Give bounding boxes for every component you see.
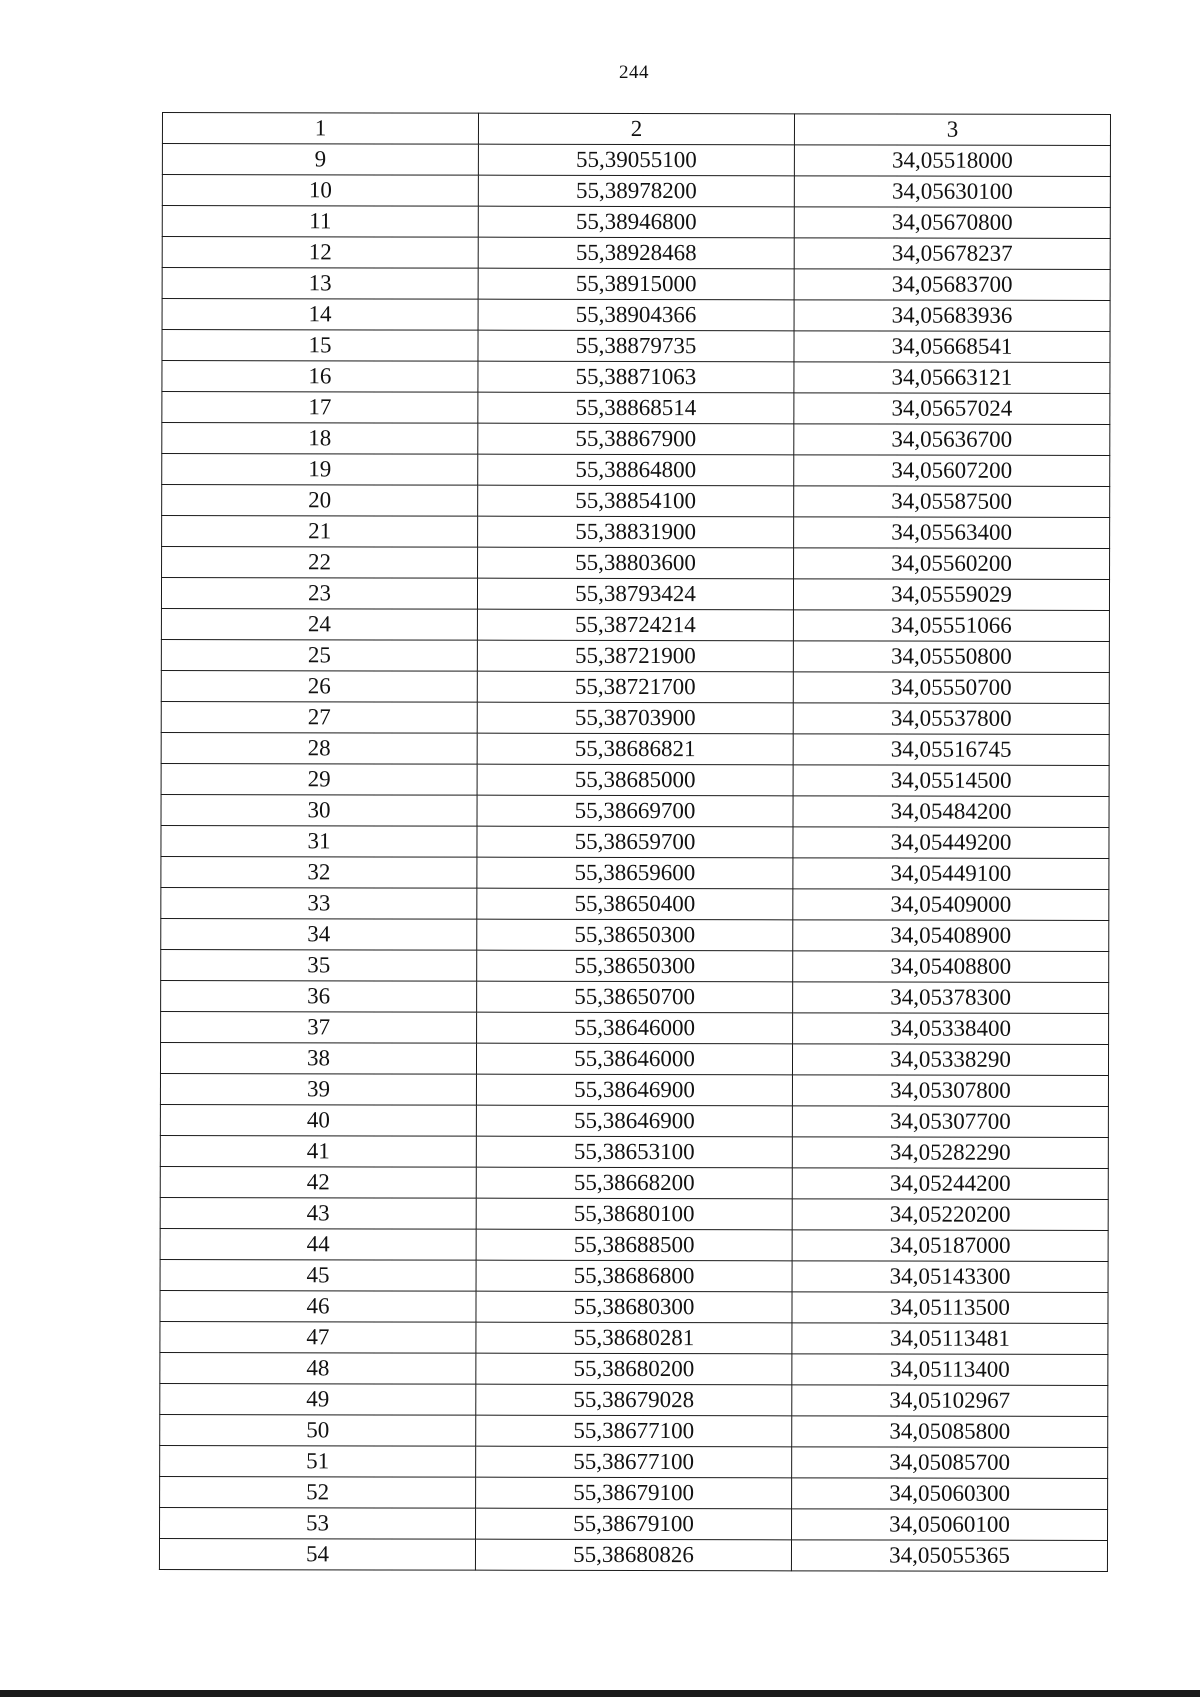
table-row — [161, 825, 1109, 858]
cell-coordinate-y: 34,05282290 — [792, 1137, 1108, 1169]
cell-coordinate-x: 55,38680281 — [476, 1322, 792, 1354]
cell-point-number: 52 — [160, 1476, 476, 1508]
page-number: 244 — [619, 62, 649, 83]
cell-coordinate-y: 34,05657024 — [794, 393, 1110, 425]
cell-coordinate-y: 34,05113400 — [792, 1354, 1108, 1386]
cell-coordinate-y: 34,05636700 — [794, 424, 1110, 456]
table-row — [162, 454, 1110, 487]
cell-coordinate-y: 34,05085700 — [792, 1447, 1108, 1479]
cell-point-number: 38 — [160, 1042, 476, 1074]
cell-coordinate-x: 55,38686800 — [476, 1260, 792, 1292]
cell-coordinate-y: 34,05449100 — [793, 858, 1109, 890]
cell-coordinate-y: 34,05409000 — [793, 889, 1109, 921]
cell-point-number: 27 — [161, 701, 477, 733]
cell-coordinate-x: 55,38803600 — [478, 547, 794, 579]
cell-coordinate-x: 55,38646900 — [476, 1074, 792, 1106]
table-row — [161, 609, 1109, 642]
cell-point-number: 30 — [161, 794, 477, 826]
table-row — [159, 1538, 1107, 1571]
cell-point-number: 14 — [162, 299, 478, 331]
cell-coordinate-x: 55,38680826 — [475, 1539, 791, 1571]
cell-coordinate-y: 34,05537800 — [793, 703, 1109, 735]
cell-point-number: 10 — [162, 175, 478, 207]
cell-coordinate-y: 34,05551066 — [793, 610, 1109, 642]
cell-coordinate-x: 55,38677100 — [476, 1415, 792, 1447]
coordinates-table-container — [162, 112, 1110, 1570]
cell-coordinate-y: 34,05143300 — [792, 1261, 1108, 1293]
table-row — [161, 670, 1109, 703]
table-row — [162, 361, 1110, 394]
table-row — [161, 949, 1109, 982]
coordinates-table — [159, 112, 1111, 1572]
table-row — [161, 1011, 1109, 1044]
table-header-row — [162, 113, 1110, 146]
cell-coordinate-y: 34,05338400 — [793, 1013, 1109, 1045]
table-row — [162, 547, 1110, 580]
cell-coordinate-x: 55,38653100 — [476, 1136, 792, 1168]
table-row — [162, 175, 1110, 208]
cell-coordinate-y: 34,05514500 — [793, 765, 1109, 797]
cell-coordinate-x: 55,38721900 — [477, 640, 793, 672]
cell-point-number: 28 — [161, 732, 477, 764]
cell-coordinate-x: 55,38646000 — [476, 1043, 792, 1075]
cell-coordinate-x: 55,38904366 — [478, 299, 794, 331]
cell-coordinate-x: 55,38724214 — [477, 609, 793, 641]
cell-point-number: 9 — [162, 144, 478, 176]
cell-point-number: 20 — [162, 485, 478, 517]
cell-coordinate-x: 55,38831900 — [478, 516, 794, 548]
cell-coordinate-y: 34,05408800 — [793, 951, 1109, 983]
cell-point-number: 19 — [162, 454, 478, 486]
table-row — [161, 763, 1109, 796]
table-row — [162, 516, 1110, 549]
cell-coordinate-y: 34,05338290 — [792, 1044, 1108, 1076]
cell-coordinate-x: 55,38721700 — [477, 671, 793, 703]
table-row — [160, 1414, 1108, 1447]
cell-coordinate-y: 34,05187000 — [792, 1230, 1108, 1262]
cell-coordinate-x: 55,38679028 — [476, 1384, 792, 1416]
cell-coordinate-x: 55,39055100 — [478, 144, 794, 176]
cell-point-number: 16 — [162, 361, 478, 393]
cell-coordinate-x: 55,38867900 — [478, 423, 794, 455]
cell-point-number: 25 — [161, 639, 477, 671]
cell-coordinate-y: 34,05670800 — [794, 207, 1110, 239]
table-row — [160, 1507, 1108, 1540]
cell-coordinate-x: 55,38686821 — [477, 733, 793, 765]
table-body — [159, 113, 1110, 1572]
cell-coordinate-y: 34,05085800 — [792, 1416, 1108, 1448]
cell-point-number: 32 — [161, 856, 477, 888]
cell-coordinate-x: 55,38685000 — [477, 764, 793, 796]
table-row — [160, 1259, 1108, 1292]
table-row — [162, 268, 1110, 301]
cell-point-number: 11 — [162, 206, 478, 238]
cell-coordinate-x: 55,38680100 — [476, 1198, 792, 1230]
table-row — [160, 1135, 1108, 1168]
cell-coordinate-y: 34,05113481 — [792, 1323, 1108, 1355]
cell-coordinate-x: 55,38928468 — [478, 237, 794, 269]
cell-coordinate-x: 55,38854100 — [478, 485, 794, 517]
cell-point-number: 40 — [160, 1104, 476, 1136]
cell-coordinate-x: 55,38864800 — [478, 454, 794, 486]
cell-coordinate-y: 34,05678237 — [794, 238, 1110, 270]
table-row — [162, 330, 1110, 363]
cell-coordinate-x: 55,38659700 — [477, 826, 793, 858]
cell-coordinate-x: 55,38650300 — [477, 919, 793, 951]
cell-coordinate-x: 55,38668200 — [476, 1167, 792, 1199]
header-cell-col1: 1 — [162, 113, 478, 145]
table-row — [160, 1104, 1108, 1137]
cell-point-number: 34 — [161, 918, 477, 950]
cell-coordinate-x: 55,38978200 — [478, 175, 794, 207]
cell-coordinate-x: 55,38946800 — [478, 206, 794, 238]
cell-point-number: 47 — [160, 1321, 476, 1353]
cell-coordinate-y: 34,05663121 — [794, 362, 1110, 394]
cell-coordinate-x: 55,38680300 — [476, 1291, 792, 1323]
cell-coordinate-y: 34,05560200 — [794, 548, 1110, 580]
cell-point-number: 53 — [160, 1507, 476, 1539]
cell-point-number: 35 — [161, 949, 477, 981]
cell-coordinate-x: 55,38669700 — [477, 795, 793, 827]
cell-coordinate-y: 34,05518000 — [794, 145, 1110, 177]
table-row — [160, 1073, 1108, 1106]
cell-coordinate-x: 55,38650400 — [477, 888, 793, 920]
cell-coordinate-x: 55,38868514 — [478, 392, 794, 424]
cell-coordinate-x: 55,38680200 — [476, 1353, 792, 1385]
cell-coordinate-x: 55,38650300 — [477, 950, 793, 982]
cell-coordinate-y: 34,05113500 — [792, 1292, 1108, 1324]
cell-point-number: 48 — [160, 1352, 476, 1384]
cell-coordinate-y: 34,05449200 — [793, 827, 1109, 859]
cell-coordinate-x: 55,38793424 — [477, 578, 793, 610]
cell-coordinate-x: 55,38879735 — [478, 330, 794, 362]
cell-point-number: 46 — [160, 1290, 476, 1322]
cell-coordinate-y: 34,05307700 — [792, 1106, 1108, 1138]
cell-coordinate-y: 34,05307800 — [792, 1075, 1108, 1107]
cell-point-number: 54 — [159, 1538, 475, 1570]
table-row — [161, 639, 1109, 672]
cell-point-number: 29 — [161, 763, 477, 795]
table-row — [160, 1228, 1108, 1261]
cell-coordinate-y: 34,05559029 — [793, 579, 1109, 611]
cell-coordinate-y: 34,05244200 — [792, 1168, 1108, 1200]
table-row — [160, 1352, 1108, 1385]
cell-coordinate-x: 55,38871063 — [478, 361, 794, 393]
table-row — [162, 299, 1110, 332]
cell-coordinate-y: 34,05484200 — [793, 796, 1109, 828]
cell-coordinate-y: 34,05630100 — [794, 176, 1110, 208]
cell-coordinate-y: 34,05220200 — [792, 1199, 1108, 1231]
cell-point-number: 13 — [162, 268, 478, 300]
cell-coordinate-x: 55,38915000 — [478, 268, 794, 300]
cell-coordinate-y: 34,05668541 — [794, 331, 1110, 363]
cell-point-number: 24 — [161, 609, 477, 641]
table-row — [161, 980, 1109, 1013]
table-row — [162, 423, 1110, 456]
cell-coordinate-y: 34,05607200 — [794, 455, 1110, 487]
table-row — [162, 392, 1110, 425]
cell-point-number: 36 — [161, 980, 477, 1012]
table-row — [161, 918, 1109, 951]
cell-point-number: 26 — [161, 670, 477, 702]
table-row — [162, 206, 1110, 239]
cell-coordinate-y: 34,05683936 — [794, 300, 1110, 332]
table-row — [162, 485, 1110, 518]
cell-point-number: 15 — [162, 330, 478, 362]
table-row — [160, 1321, 1108, 1354]
cell-coordinate-x: 55,38646900 — [476, 1105, 792, 1137]
table-row — [161, 887, 1109, 920]
cell-point-number: 33 — [161, 887, 477, 919]
cell-coordinate-x: 55,38679100 — [476, 1508, 792, 1540]
cell-coordinate-x: 55,38703900 — [477, 702, 793, 734]
table-row — [162, 144, 1110, 177]
cell-point-number: 41 — [160, 1135, 476, 1167]
table-row — [160, 1445, 1108, 1478]
cell-point-number: 18 — [162, 423, 478, 455]
cell-coordinate-y: 34,05378300 — [793, 982, 1109, 1014]
cell-coordinate-x: 55,38688500 — [476, 1229, 792, 1261]
scan-edge-rule — [0, 1690, 1200, 1697]
header-cell-col2: 2 — [478, 113, 794, 145]
cell-point-number: 42 — [160, 1166, 476, 1198]
cell-coordinate-y: 34,05516745 — [793, 734, 1109, 766]
header-cell-col3: 3 — [794, 114, 1110, 146]
cell-point-number: 51 — [160, 1445, 476, 1477]
cell-coordinate-y: 34,05060100 — [792, 1509, 1108, 1541]
cell-point-number: 12 — [162, 237, 478, 269]
cell-coordinate-y: 34,05550800 — [793, 641, 1109, 673]
cell-coordinate-y: 34,05563400 — [794, 517, 1110, 549]
cell-coordinate-x: 55,38659600 — [477, 857, 793, 889]
cell-point-number: 22 — [162, 547, 478, 579]
cell-point-number: 23 — [161, 578, 477, 610]
cell-point-number: 31 — [161, 825, 477, 857]
cell-coordinate-x: 55,38679100 — [476, 1477, 792, 1509]
table-row — [160, 1166, 1108, 1199]
table-row — [161, 578, 1109, 611]
cell-coordinate-x: 55,38650700 — [477, 981, 793, 1013]
cell-point-number: 50 — [160, 1414, 476, 1446]
table-row — [160, 1383, 1108, 1416]
cell-point-number: 49 — [160, 1383, 476, 1415]
table-row — [160, 1476, 1108, 1509]
cell-point-number: 45 — [160, 1259, 476, 1291]
table-row — [162, 237, 1110, 270]
cell-coordinate-y: 34,05055365 — [791, 1540, 1107, 1572]
table-row — [161, 701, 1109, 734]
cell-coordinate-y: 34,05102967 — [792, 1385, 1108, 1417]
cell-point-number: 43 — [160, 1197, 476, 1229]
table-row — [160, 1197, 1108, 1230]
table-row — [161, 856, 1109, 889]
table-row — [161, 732, 1109, 765]
cell-point-number: 37 — [161, 1011, 477, 1043]
cell-coordinate-y: 34,05587500 — [794, 486, 1110, 518]
cell-coordinate-x: 55,38677100 — [476, 1446, 792, 1478]
cell-coordinate-y: 34,05060300 — [792, 1478, 1108, 1510]
table-row — [160, 1290, 1108, 1323]
cell-coordinate-y: 34,05683700 — [794, 269, 1110, 301]
cell-point-number: 21 — [162, 516, 478, 548]
cell-point-number: 17 — [162, 392, 478, 424]
table-row — [161, 794, 1109, 827]
cell-coordinate-y: 34,05408900 — [793, 920, 1109, 952]
table-row — [160, 1042, 1108, 1075]
cell-coordinate-y: 34,05550700 — [793, 672, 1109, 704]
cell-coordinate-x: 55,38646000 — [477, 1012, 793, 1044]
cell-point-number: 44 — [160, 1228, 476, 1260]
cell-point-number: 39 — [160, 1073, 476, 1105]
